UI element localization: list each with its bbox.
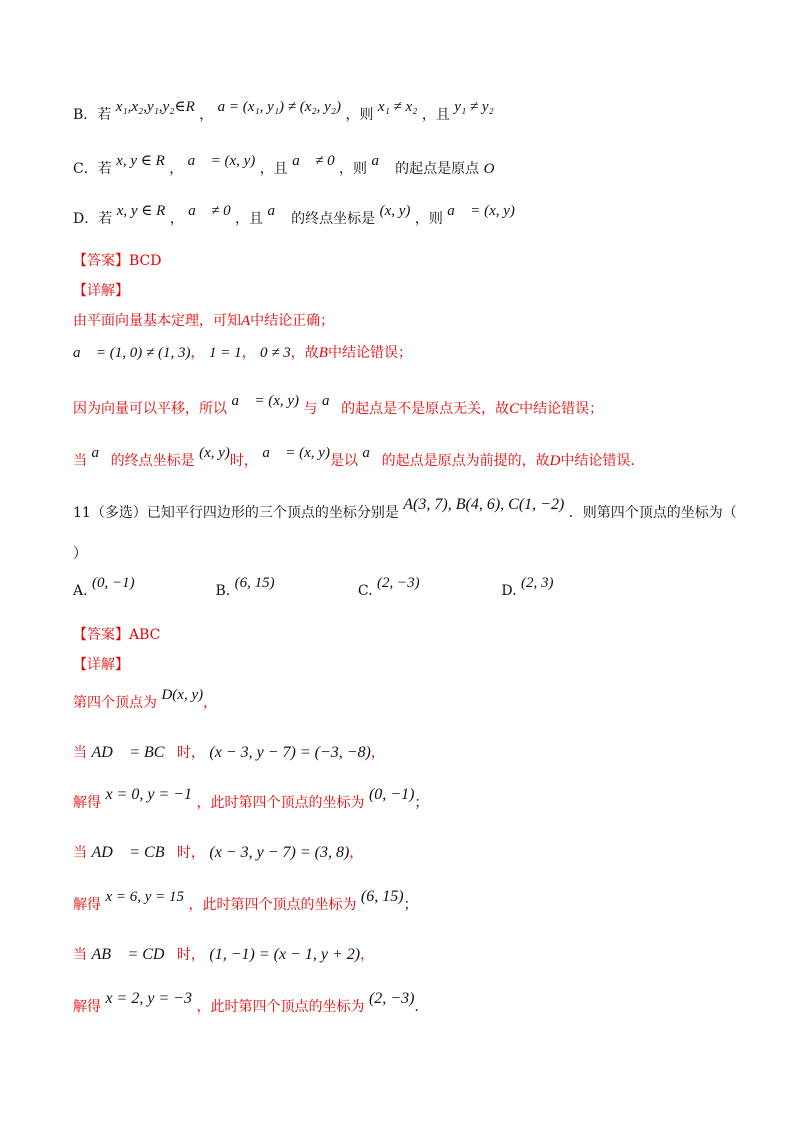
text: ，故	[290, 345, 319, 361]
text: 时，	[176, 845, 205, 861]
option-label: A.	[73, 583, 88, 599]
choice-d	[501, 575, 554, 600]
detail-label: 【详解】	[73, 283, 129, 299]
choice-a	[73, 575, 211, 600]
text: 中结论错误.	[560, 453, 635, 469]
punctuation: ；	[414, 795, 429, 811]
solution-line	[73, 944, 760, 964]
option-label: D．若	[73, 211, 113, 227]
punctuation: ，	[169, 211, 184, 227]
math-expression: D	[549, 453, 561, 469]
text: 的终点坐标是	[291, 211, 376, 227]
text: 当	[73, 845, 87, 861]
text: 因为向量可以平移，所以	[73, 401, 227, 417]
choice-b	[215, 575, 353, 600]
math-expression: a⃗	[267, 203, 287, 219]
choice-row	[73, 575, 760, 600]
detail-label: 【详解】	[73, 657, 129, 673]
answer-label: 【答案】BCD	[73, 253, 162, 269]
choice-c	[357, 575, 497, 600]
math-expression: (0, −1)	[92, 575, 135, 591]
text: 第四个顶点为	[73, 695, 157, 711]
math-expression: (6, 15)	[360, 888, 404, 905]
punctuation: ，	[241, 345, 256, 361]
math-expression: a = (x₁, y₁) ≠ (x₂, y₂)	[217, 99, 341, 115]
math-expression: A	[241, 313, 251, 329]
option-label: C.	[357, 583, 373, 599]
math-expression: x₁ ≠ x₂	[377, 99, 418, 115]
explanation-line	[73, 445, 760, 470]
text: 当	[73, 947, 87, 963]
math-expression: a⃗	[371, 153, 391, 169]
math-expression: 0 ≠ 3	[260, 345, 291, 361]
math-expression: x, y ∈ R	[116, 153, 165, 169]
answer-label: 【答案】ABC	[73, 627, 161, 643]
explanation-line	[73, 393, 760, 418]
option-label: C．若	[73, 161, 112, 177]
math-expression: x = 0, y = −1	[105, 786, 193, 803]
punctuation: ，	[370, 745, 385, 761]
math-expression: a⃗	[362, 445, 382, 461]
punctuation: ，	[190, 345, 205, 361]
text: ，此时第四个顶点的坐标为	[188, 897, 357, 913]
math-expression: (x − 3, y − 7) = (−3, −8)	[209, 744, 371, 761]
text: 的终点坐标是	[110, 453, 195, 469]
text: ，则	[414, 211, 443, 227]
math-expression: a⃗ = (1, 0) ≠ (1, 3)	[73, 345, 191, 361]
text: ，且	[235, 211, 264, 227]
solution-line	[73, 786, 760, 812]
punctuation: .	[414, 999, 419, 1015]
punctuation: ；	[403, 897, 418, 913]
text: 解得	[73, 897, 101, 913]
text: 时，	[229, 453, 258, 469]
math-expression: B	[318, 345, 328, 361]
math-expression: x₁,x₂,y₁,y₂∈R	[115, 99, 195, 115]
text: 的起点是原点为前提的，故	[381, 453, 550, 469]
math-expression: AB⃗ = CD⃗	[91, 946, 177, 963]
text: ，此时第四个顶点的坐标为	[196, 795, 365, 811]
text: 时，	[176, 745, 205, 761]
math-expression: (x, y)	[379, 203, 411, 219]
punctuation: ，	[360, 947, 375, 963]
text: 的起点是不是原点无关，故	[341, 401, 510, 417]
text: 的起点是原点	[395, 161, 480, 177]
math-expression: (2, −3)	[368, 990, 415, 1007]
math-expression: (2, −3)	[377, 575, 420, 591]
solution-line	[73, 687, 760, 712]
text: 中结论错误；	[519, 401, 604, 417]
text: 中结论错误；	[327, 345, 412, 361]
math-expression: (1, −1) = (x − 1, y + 2)	[209, 946, 361, 963]
math-expression: 1 = 1	[208, 345, 242, 361]
math-expression: a⃗ ≠ 0	[188, 203, 231, 219]
text: 中结论正确；	[250, 313, 335, 329]
text: 由平面向量基本定理，可知	[73, 313, 241, 329]
text: ，且	[259, 161, 288, 177]
text: 与	[303, 401, 318, 417]
text: 当	[73, 745, 87, 761]
question-stem-close: ）	[73, 546, 87, 562]
question-stem	[73, 496, 760, 522]
text: ．则第四个顶点的坐标为（	[568, 505, 737, 521]
math-expression: (x − 3, y − 7) = (3, 8)	[209, 844, 350, 861]
math-expression: a⃗ = (x, y)	[262, 445, 330, 461]
math-expression: (x, y)	[199, 445, 230, 461]
text: ，则	[345, 107, 374, 123]
text: 时，	[176, 947, 205, 963]
text: ，且	[421, 107, 450, 123]
math-expression: a⃗ = (x, y)	[231, 393, 300, 409]
math-expression: C	[509, 401, 520, 417]
math-expression: a⃗ ≠ 0	[292, 153, 335, 169]
solution-line	[73, 742, 760, 762]
explanation-line	[73, 310, 760, 330]
math-expression: (2, 3)	[521, 575, 554, 591]
text: ，此时第四个顶点的坐标为	[196, 999, 365, 1015]
math-expression: a⃗ = (x, y)	[447, 203, 515, 219]
text: 是以	[329, 453, 358, 469]
math-expression: O	[483, 161, 495, 177]
option-d	[73, 203, 760, 228]
punctuation: ，	[199, 107, 214, 123]
option-label: B.	[215, 583, 231, 599]
math-expression: a⃗	[91, 445, 111, 461]
math-expression: x, y ∈ R	[116, 203, 166, 219]
math-expression: AD⃗ = BC⃗	[91, 744, 177, 761]
text: ，则	[339, 161, 368, 177]
math-expression: y₁ ≠ y₂	[454, 99, 494, 115]
math-expression: x = 6, y = 15	[105, 889, 185, 905]
option-label: B．若	[73, 107, 112, 123]
option-b	[73, 99, 760, 124]
math-expression: AD⃗ = CB⃗	[91, 844, 177, 861]
math-expression: A(3, 7), B(4, 6), C(1, −2)	[403, 496, 565, 513]
text: 当	[73, 453, 87, 469]
punctuation: ，	[203, 695, 218, 711]
solution-line	[73, 842, 760, 862]
text: 解得	[73, 999, 101, 1015]
solution-line	[73, 990, 760, 1016]
text: 11（多选）已知平行四边形的三个顶点的坐标分别是	[73, 505, 399, 521]
text: 解得	[73, 795, 101, 811]
math-expression: a⃗ = (x, y)	[187, 153, 256, 169]
math-expression: a⃗	[321, 393, 342, 409]
punctuation: ，	[169, 161, 184, 177]
math-expression: x = 2, y = −3	[105, 990, 193, 1007]
solution-line	[73, 888, 760, 914]
option-c	[73, 153, 760, 178]
math-expression: (0, −1)	[368, 786, 415, 803]
option-label: D.	[501, 583, 517, 599]
math-expression: D(x, y)	[161, 687, 204, 703]
explanation-line	[73, 342, 760, 362]
math-expression: (6, 15)	[234, 575, 275, 591]
punctuation: ，	[349, 845, 364, 861]
